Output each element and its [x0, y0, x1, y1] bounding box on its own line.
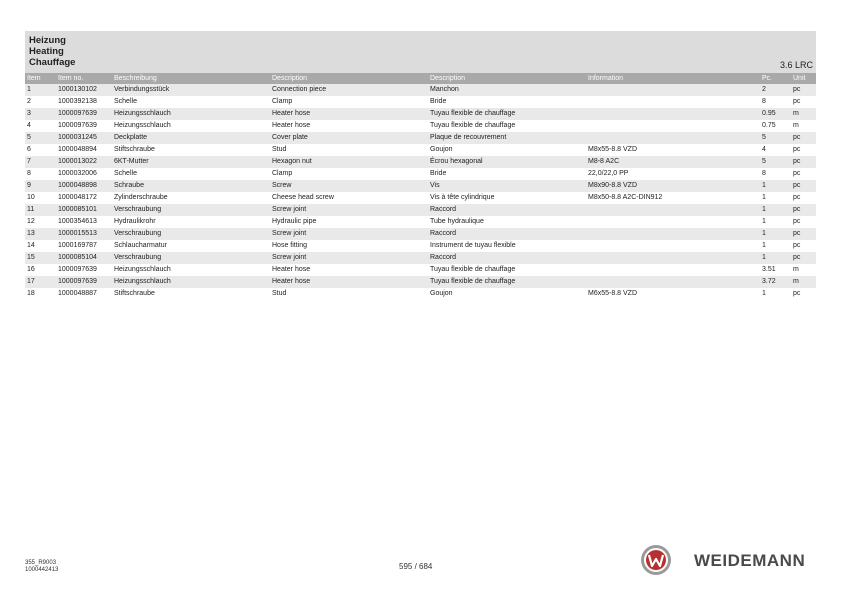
table-cell: 1000048894 [58, 146, 97, 153]
table-cell: Hexagon nut [272, 158, 312, 165]
table-row [25, 96, 816, 108]
column-header: Item no. [58, 75, 84, 82]
table-cell: Heater hose [272, 122, 311, 129]
table-row [25, 276, 816, 288]
table-cell: 1000015513 [58, 230, 97, 237]
table-row [25, 144, 816, 156]
table-row [25, 168, 816, 180]
table-row [25, 84, 816, 96]
table-cell [586, 228, 760, 240]
page-header [25, 31, 816, 73]
table-row [25, 192, 816, 204]
table-cell [586, 120, 760, 132]
table-cell: 2 [762, 86, 766, 93]
table-cell: 8 [762, 98, 766, 105]
table-cell: pc [793, 158, 801, 165]
table-row [25, 108, 816, 120]
table-cell: M6x55-8.8 VZD [588, 290, 638, 297]
table-row [25, 240, 816, 252]
table-cell: 5 [27, 134, 31, 141]
table-cell: m [793, 122, 799, 129]
table-cell [586, 132, 760, 144]
table-cell: 16 [27, 266, 35, 273]
table-cell: 14 [27, 242, 35, 249]
table-cell: pc [793, 242, 801, 249]
table-cell: Hydraulikrohr [114, 218, 156, 225]
table-cell: Verschraubung [114, 206, 162, 213]
table-cell: 4 [762, 146, 766, 153]
title-french: Chauffage [29, 57, 76, 68]
table-cell: 1000130102 [58, 86, 97, 93]
table-cell: Heizungsschlauch [114, 122, 171, 129]
table-cell: m [793, 266, 799, 273]
table-cell: Manchon [430, 86, 459, 93]
table-row [25, 120, 816, 132]
table-cell: M8x90-8.8 VZD [588, 182, 638, 189]
table-cell: Connection piece [272, 86, 327, 93]
table-cell: Heizungsschlauch [114, 110, 171, 117]
table-cell: Bride [430, 98, 447, 105]
table-cell: Cover plate [272, 134, 308, 141]
column-header: Information [588, 75, 624, 82]
column-header: Beschreibung [114, 75, 157, 82]
table-cell: Clamp [272, 98, 293, 105]
table-cell: 1000354613 [58, 218, 97, 225]
table-cell: 1000048898 [58, 182, 97, 189]
table-cell: 1 [762, 290, 766, 297]
table-cell: 1000031245 [58, 134, 97, 141]
table-cell: pc [793, 98, 801, 105]
column-header: Unit [793, 75, 806, 82]
table-cell: Schlaucharmatur [114, 242, 167, 249]
table-header-row [25, 73, 816, 84]
brand-name: WEIDEMANN [694, 551, 806, 570]
table-cell: Raccord [430, 206, 457, 213]
table-cell: Deckplatte [114, 134, 148, 141]
doc-code: 355_R9003 [25, 560, 57, 566]
table-cell: 1000097639 [58, 122, 97, 129]
table-cell: Heater hose [272, 110, 311, 117]
table-cell: 1000048172 [58, 194, 97, 201]
table-cell: 10 [27, 194, 35, 201]
table-cell [586, 204, 760, 216]
table-cell: M8-8 A2C [588, 158, 620, 165]
table-cell: pc [793, 254, 801, 261]
table-cell: Cheese head screw [272, 194, 334, 201]
table-cell [586, 96, 760, 108]
table-cell: Tuyau flexible de chauffage [430, 278, 516, 285]
table-body [25, 84, 816, 300]
table-cell: 4 [27, 122, 31, 129]
table-cell: Verschraubung [114, 254, 162, 261]
table-cell: Tuyau flexible de chauffage [430, 266, 516, 273]
table-cell: M8x55-8.8 VZD [588, 146, 638, 153]
table-cell: pc [793, 290, 801, 297]
table-cell: Schelle [114, 170, 137, 177]
page-number: 595 / 684 [399, 562, 433, 571]
parts-table [25, 73, 816, 300]
table-cell: 1 [762, 182, 766, 189]
table-cell: m [793, 278, 799, 285]
table-row [25, 132, 816, 144]
table-cell: m [793, 110, 799, 117]
table-cell: Goujon [430, 146, 453, 153]
table-cell: 12 [27, 218, 35, 225]
table-row [25, 204, 816, 216]
table-cell: 3.72 [762, 278, 776, 285]
table-cell: Screw joint [272, 254, 307, 261]
table-cell: Verbindungsstück [114, 86, 170, 93]
table-cell [586, 108, 760, 120]
table-cell: 1000085101 [58, 206, 97, 213]
table-cell: 1000097639 [58, 110, 97, 117]
table-cell: pc [793, 170, 801, 177]
table-cell: 22,0/22,0 PP [588, 170, 629, 177]
table-cell: 1 [27, 86, 31, 93]
table-row [25, 216, 816, 228]
table-cell: Bride [430, 170, 447, 177]
column-header: Pc. [762, 75, 773, 82]
table-cell: Écrou hexagonal [430, 158, 483, 165]
table-cell: pc [793, 218, 801, 225]
doc-number: 1000442413 [25, 567, 59, 573]
table-cell: Hose fitting [272, 242, 308, 249]
table-cell: 1000097639 [58, 278, 97, 285]
table-cell: Heizungsschlauch [114, 278, 171, 285]
table-cell: Plaque de recouvrement [430, 134, 507, 141]
table-cell: Verschraubung [114, 230, 162, 237]
table-cell: pc [793, 206, 801, 213]
section-code: 3.6 LRC [779, 60, 813, 70]
table-cell: 1000097639 [58, 266, 97, 273]
table-cell: 15 [27, 254, 35, 261]
table-cell [586, 240, 760, 252]
table-cell: 1 [762, 242, 766, 249]
table-cell: pc [793, 182, 801, 189]
table-cell: 1000169787 [58, 242, 97, 249]
table-cell: pc [793, 194, 801, 201]
table-cell: Screw [272, 182, 292, 189]
table-cell: Raccord [430, 230, 457, 237]
table-cell: Schraube [114, 182, 144, 189]
table-row [25, 156, 816, 168]
table-cell: 13 [27, 230, 35, 237]
table-cell: pc [793, 230, 801, 237]
table-cell: Heizungsschlauch [114, 266, 171, 273]
table-cell: 1000013022 [58, 158, 97, 165]
table-cell: 18 [27, 290, 35, 297]
table-cell: M8x50-8.8 A2C-DIN912 [588, 194, 663, 201]
table-cell: Instrument de tuyau flexible [430, 242, 516, 249]
table-cell: Stiftschraube [114, 146, 155, 153]
title-english: Heating [29, 46, 64, 57]
table-cell: 2 [27, 98, 31, 105]
table-cell [586, 216, 760, 228]
table-cell: 17 [27, 278, 35, 285]
table-cell [586, 84, 760, 96]
table-cell: 1000048887 [58, 290, 97, 297]
table-cell: Goujon [430, 290, 453, 297]
table-row [25, 228, 816, 240]
table-cell: 5 [762, 158, 766, 165]
table-cell: Clamp [272, 170, 293, 177]
table-cell: 3.51 [762, 266, 776, 273]
weidemann-logo-icon [640, 544, 672, 576]
table-cell: Screw joint [272, 230, 307, 237]
table-cell: Tuyau flexible de chauffage [430, 110, 516, 117]
table-cell: 1 [762, 194, 766, 201]
table-row [25, 288, 816, 300]
table-cell: 0.75 [762, 122, 776, 129]
table-cell: 0.95 [762, 110, 776, 117]
footer-doc-info [25, 560, 58, 574]
table-cell: 11 [27, 206, 35, 213]
table-cell: Stud [272, 146, 287, 153]
table-cell: Raccord [430, 254, 457, 261]
table-cell: 1 [762, 254, 766, 261]
table-cell: Stud [272, 290, 287, 297]
table-cell: pc [793, 86, 801, 93]
table-cell: Vis à tête cylindrique [430, 194, 495, 201]
table-cell: Screw joint [272, 206, 307, 213]
table-cell: Heater hose [272, 278, 311, 285]
table-cell: 3 [27, 110, 31, 117]
table-row [25, 180, 816, 192]
table-cell [586, 252, 760, 264]
table-cell: Stiftschraube [114, 290, 155, 297]
table-cell: pc [793, 146, 801, 153]
title-german: Heizung [29, 35, 66, 46]
table-cell: Vis [430, 182, 440, 189]
table-cell: 8 [762, 170, 766, 177]
table-row [25, 252, 816, 264]
table-cell: Schelle [114, 98, 137, 105]
table-cell: 1 [762, 230, 766, 237]
table-cell: 7 [27, 158, 31, 165]
table-cell: 1 [762, 218, 766, 225]
table-cell: 8 [27, 170, 31, 177]
table-cell: Zylinderschraube [114, 194, 168, 201]
table-cell: 1000392138 [58, 98, 97, 105]
table-cell: Tuyau flexible de chauffage [430, 122, 516, 129]
table-cell: Hydraulic pipe [272, 218, 317, 225]
table-cell: 1000085104 [58, 254, 97, 261]
table-cell: 6 [27, 146, 31, 153]
column-header: Description [430, 75, 466, 82]
table-cell [586, 276, 760, 288]
table-cell: pc [793, 134, 801, 141]
column-header: Item [27, 75, 41, 82]
table-cell: 6KT-Mutter [114, 158, 149, 165]
table-cell: 5 [762, 134, 766, 141]
table-cell: Tube hydraulique [430, 218, 484, 225]
table-cell: 1000032006 [58, 170, 97, 177]
column-header: Description [272, 75, 308, 82]
table-cell: 1 [762, 206, 766, 213]
table-cell [586, 264, 760, 276]
table-cell: Heater hose [272, 266, 311, 273]
table-row [25, 264, 816, 276]
table-cell: 9 [27, 182, 31, 189]
